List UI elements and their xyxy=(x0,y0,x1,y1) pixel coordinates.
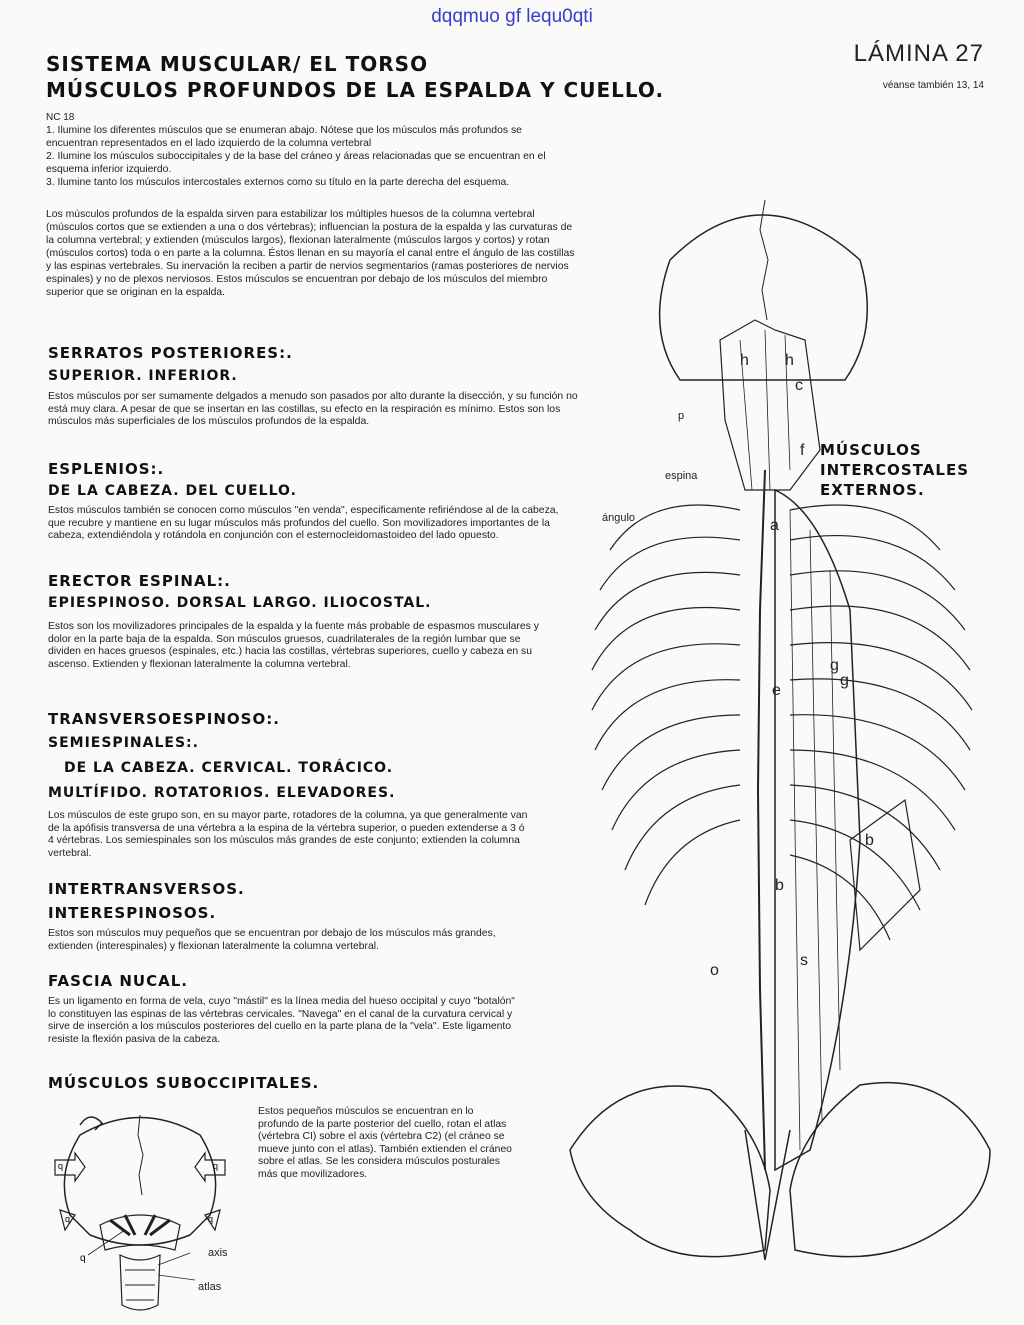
fascia-text: Es un ligamento en forma de vela, cuyo "mástil" es la línea media del hueso occipital y cuyo "botalón" lo constituyen las espinas de las vértebras cervicales. "Navega" en el canal de la curvatura cervical y sirve de inserción a los músculos posteriores del cuello en la parte plana de la "vela". Este ligamento resiste la flexión pasiva de la cabeza. xyxy=(48,996,516,1045)
suboccipitales-heading: MÚSCULOS SUBOCCIPITALES. xyxy=(48,1074,320,1092)
semiespinales-subheading: SEMIESPINALES:. xyxy=(48,735,199,751)
svg-text:a: a xyxy=(770,517,779,534)
esplenios-text: Estos músculos también se conocen como músculos "en venda", especificamente refiriéndose al de la cabeza, que recubre y mantiene en su lugar músculos más profundos del cuello. Son movilizadores importantes de la cabeza, extendiéndola y rotándola en conjunción con el esternocleidomastoideo del lado opuesto. xyxy=(48,505,559,541)
page-reference: dqqmuo gf lequ0qti xyxy=(431,6,593,27)
intercostales-line3: EXTERNOS. xyxy=(820,481,925,499)
esplenios-subheading: DE LA CABEZA. DEL CUELLO. xyxy=(48,483,297,499)
inter-text: Estos son músculos muy pequeños que se encuentran por debajo de los músculos más grandes, extienden (interespinales) y flexionan lateralmente la columna vertebral. xyxy=(48,928,496,952)
fascia-heading: FASCIA NUCAL. xyxy=(48,972,188,990)
svg-text:q: q xyxy=(208,1214,214,1224)
espina-label: espina xyxy=(665,470,698,482)
svg-text:q: q xyxy=(80,1253,86,1264)
esplenios-heading: ESPLENIOS:. xyxy=(48,460,165,478)
svg-text:q: q xyxy=(58,1161,64,1171)
svg-text:f: f xyxy=(800,442,805,459)
svg-text:c: c xyxy=(795,377,803,394)
transverso-heading: TRANSVERSOESPINOSO:. xyxy=(48,710,280,728)
svg-text:s: s xyxy=(800,952,808,969)
intercostales-line1: MÚSCULOS xyxy=(820,441,922,459)
see-also-note: véanse también 13, 14 xyxy=(882,80,984,91)
intro-paragraph: Los músculos profundos de la espalda sirven para estabilizar los múltiples huesos de la columna vertebral (músculos cortos que se extienden a una o dos vértebras); influencian la postura de la espalda y las curvaturas de la columna vertebral; y extienden (músculos largos), flexionan lateralmente (músculos largos y cortos) y rotan (músculos cortos) toda o en parte a la columna. Éstos llenan en su mayoría el canal entre el ángulo de las costillas y las espinas vertebrales. Su inervación la reciben a partir de nervios segmentarios (ramas posteriores de nervios espinales) y no de plexos nerviosos. Estos músculos se encuentran por debajo de los músculos del miembro superior que se originan en la espalda. xyxy=(46,209,575,298)
transverso-text: Los músculos de este grupo son, en su mayor parte, rotadores de la columna, ya que generalmente van de la apófisis transversa de una vértebra a la espina de la vértebra superior, o pueden extenderse a 3 ó 4 vértebras. Los semiespinales son los músculos más grandes de este conjunto; extienden la columna vertebral. xyxy=(48,810,528,859)
atlas-label: atlas xyxy=(198,1281,222,1293)
svg-text:g: g xyxy=(840,672,849,689)
interespinosos-heading: INTERESPINOSOS. xyxy=(48,904,217,922)
instruction-1: 1. Ilumine los diferentes músculos que se enumeran abajo. Nótese que los músculos más profundos se encuentran representados en el lado izquierdo de la columna vertebral xyxy=(46,125,522,149)
suboccipitales-text: Estos pequeños músculos se encuentran en lo profundo de la parte posterior del cuello, rotan el atlas (vértebra CI) sobre el axis (vértebra C2) (el cráneo se mueve junto con el atlas). También extienden el cráneo sobre el atlas. Se les considera músculos posturales más que movilizadores. xyxy=(258,1106,512,1180)
angulo-label: ángulo xyxy=(602,512,636,524)
intertransversos-heading: INTERTRANSVERSOS. xyxy=(48,880,245,898)
semiespinales-parts: DE LA CABEZA. CERVICAL. TORÁCICO. xyxy=(64,760,394,776)
svg-text:b: b xyxy=(865,832,874,849)
svg-text:b: b xyxy=(775,877,784,894)
nc-code: NC 18 xyxy=(46,112,75,123)
instructions xyxy=(46,124,576,189)
back-muscles-drawing xyxy=(560,190,1020,1310)
axis-label: axis xyxy=(208,1247,228,1259)
transverso-parts: MULTÍFIDO. ROTATORIOS. ELEVADORES. xyxy=(48,785,396,801)
svg-text:h: h xyxy=(740,352,749,369)
serratos-heading: SERRATOS POSTERIORES:. xyxy=(48,344,293,362)
plate-number: LÁMINA 27 xyxy=(853,40,984,67)
p-label: p xyxy=(678,410,685,422)
instruction-3: 3. Ilumine tanto los músculos intercostales externos como su título en la parte derecha del esquema. xyxy=(46,177,510,188)
svg-text:e: e xyxy=(772,682,781,699)
svg-text:o: o xyxy=(710,962,719,979)
instruction-2: 2. Ilumine los músculos suboccipitales y de la base del cráneo y áreas relacionadas que se encuentran en el esquema inferior izquierdo. xyxy=(46,151,546,175)
erector-text: Estos son los movilizadores principales de la espalda y la fuente más probable de espasmos musculares y dolor en la parte baja de la espalda. Son músculos gruesos, cuadrilaterales de la región lumbar que se dividen en haces gruesos (espinales, etc.) hacia las costillas, vértebras superiores, cuello y cabeza en su ascenso. Extienden y flexionan lateralmente la columna vertebral. xyxy=(48,621,539,670)
plate-title-line1: SISTEMA MUSCULAR/ EL TORSO xyxy=(46,52,429,76)
svg-text:h: h xyxy=(785,352,794,369)
back-muscles-figure xyxy=(560,190,1020,1310)
erector-subheading: EPIESPINOSO. DORSAL LARGO. ILIOCOSTAL. xyxy=(48,595,432,611)
intercostales-label xyxy=(820,440,969,500)
svg-text:q: q xyxy=(213,1161,219,1171)
svg-text:g: g xyxy=(830,657,839,674)
erector-heading: ERECTOR ESPINAL:. xyxy=(48,572,231,590)
intercostales-line2: INTERCOSTALES xyxy=(820,461,970,479)
svg-text:q: q xyxy=(65,1214,71,1224)
serratos-text: Estos músculos por ser sumamente delgados a menudo son pasados por alto durante la disección, y su función no está muy clara. A pesar de que se insertan en las costillas, su efecto en la respiración es mínimo. Estos son los músculos más superficiales de los músculos profundos de la espalda. xyxy=(48,391,578,427)
suboccipital-figure xyxy=(40,1105,240,1320)
serratos-subheading: SUPERIOR. INFERIOR. xyxy=(48,368,238,384)
plate-title-line2: MÚSCULOS PROFUNDOS DE LA ESPALDA Y CUELLO. xyxy=(46,78,665,102)
